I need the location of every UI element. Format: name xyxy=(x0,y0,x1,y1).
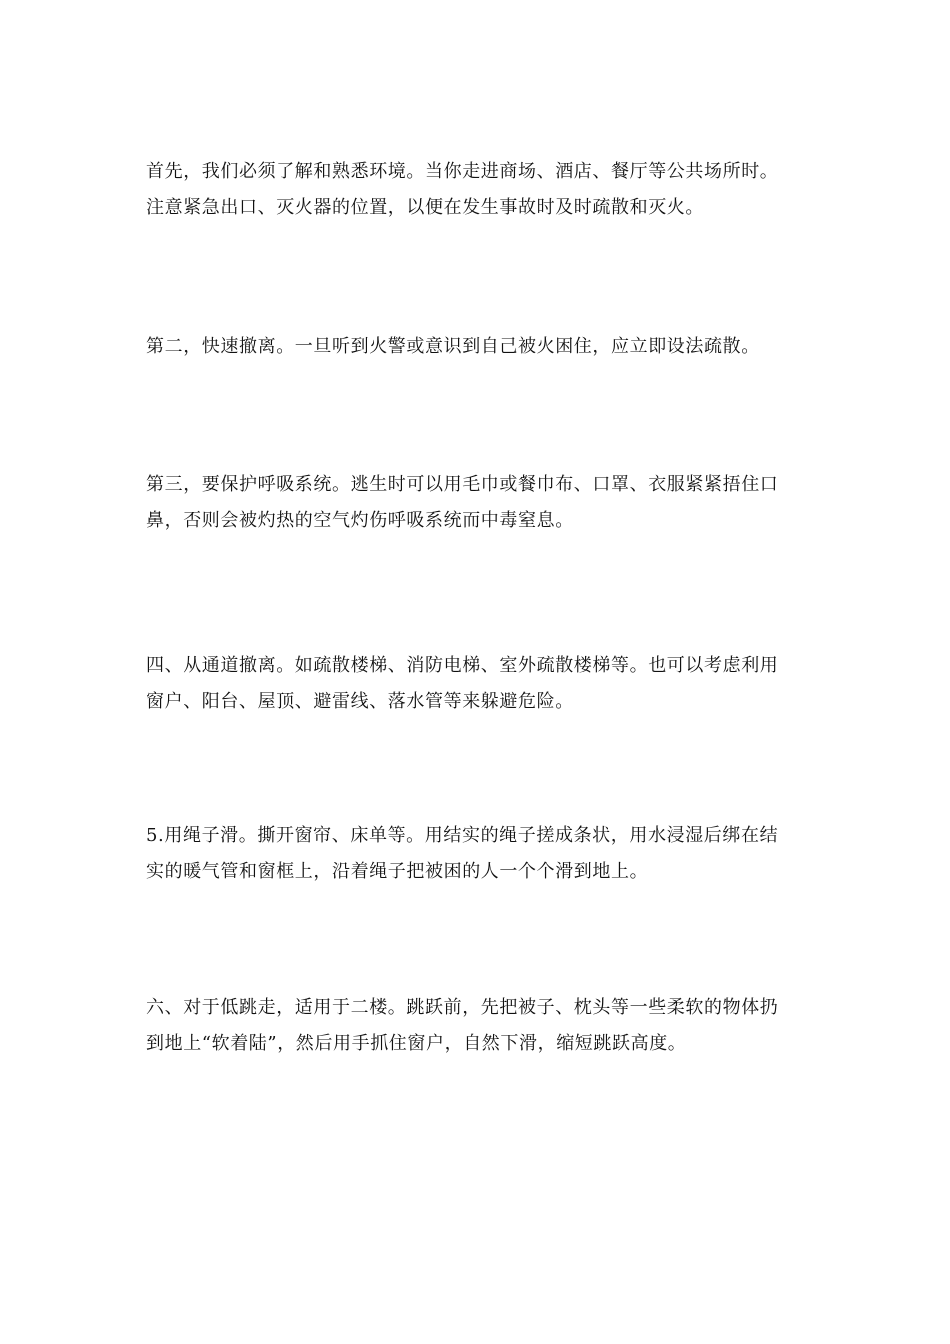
paragraph-line: 第二，快速撤离。一旦听到火警或意识到自己被火困住，应立即设法疏散。 xyxy=(146,336,760,357)
paragraph-low-jump xyxy=(146,990,806,1062)
paragraph-know-environment xyxy=(146,154,806,226)
paragraph-protect-breathing xyxy=(146,467,806,539)
paragraph-line: 首先，我们必须了解和熟悉环境。当你走进商场、酒店、餐厅等公共场所时。 xyxy=(146,161,779,182)
paragraph-use-passages xyxy=(146,648,806,720)
paragraph-line: 六、对于低跳走，适用于二楼。跳跃前，先把被子、枕头等一些柔软的物体扔 xyxy=(146,997,779,1018)
paragraph-line: 窗户、阳台、屋顶、避雷线、落水管等来躲避危险。 xyxy=(146,691,574,712)
paragraph-rope-descent xyxy=(146,818,806,890)
paragraph-line: 5.用绳子滑。撕开窗帘、床单等。用结实的绳子搓成条状，用水浸湿后绑在结 xyxy=(146,825,779,846)
paragraph-line: 到地上“软着陆”，然后用手抓住窗户，自然下滑，缩短跳跃高度。 xyxy=(146,1033,687,1054)
paragraph-line: 实的暖气管和窗框上，沿着绳子把被困的人一个个滑到地上。 xyxy=(146,861,649,882)
paragraph-line: 四、从通道撤离。如疏散楼梯、消防电梯、室外疏散楼梯等。也可以考虑利用 xyxy=(146,655,779,676)
paragraph-quick-evacuation xyxy=(146,329,806,365)
paragraph-line: 第三，要保护呼吸系统。逃生时可以用毛巾或餐巾布、口罩、衣服紧紧捂住口 xyxy=(146,474,779,495)
paragraph-line: 注意紧急出口、灭火器的位置，以便在发生事故时及时疏散和灭火。 xyxy=(146,197,704,218)
paragraph-line: 鼻，否则会被灼热的空气灼伤呼吸系统而中毒窒息。 xyxy=(146,510,574,531)
